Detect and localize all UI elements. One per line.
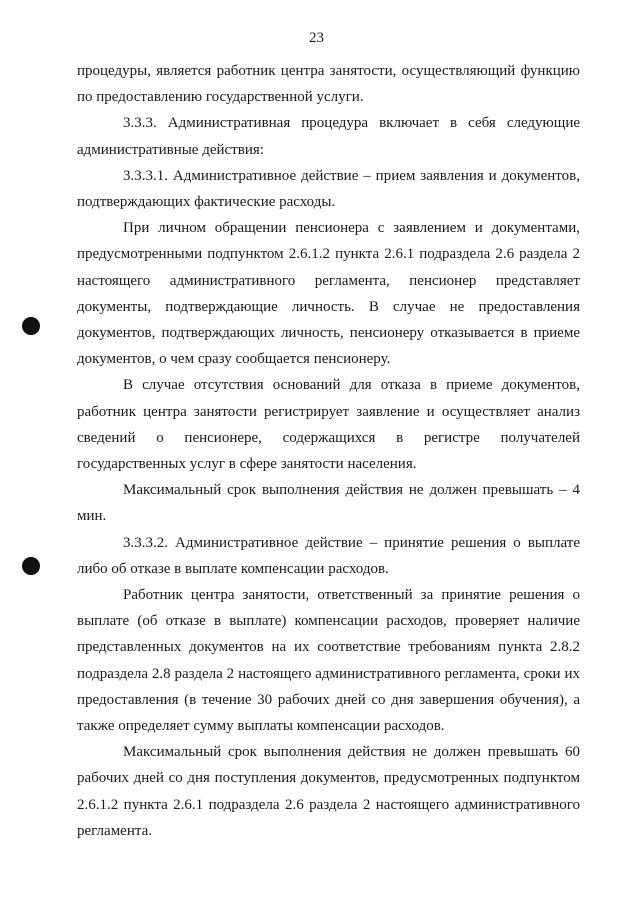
paragraph: 3.3.3.1. Административное действие – прием заявления и документов, подтверждающих фактические расходы. [77,167,580,211]
paragraph: Максимальный срок выполнения действия не должен превышать – 4 мин. [77,482,580,525]
paragraph: Работник центра занятости, ответственный за принятие решения о выплате (об отказе в выплате) компенсации расходов, проверяет наличие представленных документов на их соответствие требованиям пункта 2.8.2 подраздела 2.8 раздела 2 настоящего административного регламента, сроки их предоставления (в течение 30 рабочих дней со дня завершения обучения), а также определяет сумму выплаты компенсации расходов. [77,587,580,735]
page-number: 23 [309,30,324,46]
paragraph: Максимальный срок выполнения действия не должен превышать 60 рабочих дней со дня поступления документов, предусмотренных подпунктом 2.6.1.2 пункта 2.6.1 подраздела 2.6 раздела 2 настоящего административного регламента. [77,744,580,839]
paragraph: процедуры, является работник центра занятости, осуществляющий функцию по предоставлению государственной услуги. [77,63,580,106]
paragraph: 3.3.3.2. Административное действие – принятие решения о выплате либо об отказе в выплате компенсации расходов. [77,534,580,577]
paragraph: В случае отсутствия оснований для отказа в приеме документов, работник центра занятости регистрирует заявление и осуществляет анализ сведений о пенсионере, содержащихся в регистре получателей государственных услуг в сфере занятости населения. [77,377,580,473]
punch-hole-mark [22,317,40,335]
document-body [77,58,580,844]
paragraph: При личном обращении пенсионера с заявлением и документами, предусмотренными подпунктом 2.6.1.2 пункта 2.6.1 подраздела 2.6 раздела 2 настоящего административного регламента, пенсионер представляет документы, подтверждающие личность. В случае не предоставления документов, подтверждающих личность, пенсионеру отказывается в приеме документов, о чем сразу сообщается пенсионеру. [77,220,580,368]
punch-hole-mark [22,557,40,575]
paragraph: 3.3.3. Административная процедура включает в себя следующие административные действия: [77,115,580,158]
